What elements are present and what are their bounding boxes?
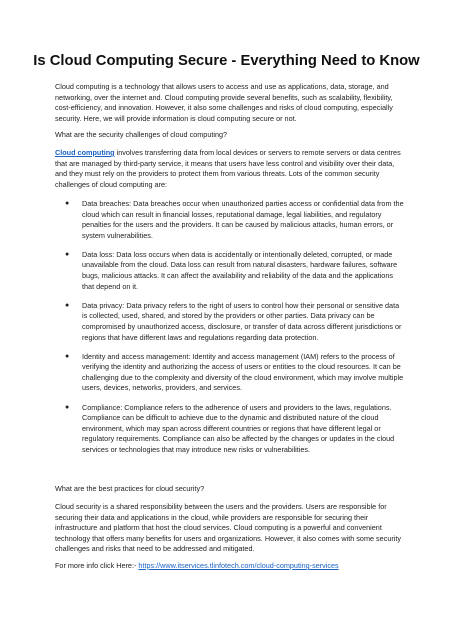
bullet-icon: ● (65, 200, 70, 207)
bullet-icon: ● (65, 352, 70, 360)
bullet-text-compliance: Compliance: Compliance refers to the adherence of users and providers to the laws, regulations. Compliance can be difficult to achieve due to the dynamic and distributed nature of the cloud environment, which may span across different countries or regions that have different legal or regulatory requirements. Compliance can also be affected by the changes or updates in the cloud services or technologies that may introduce new risks or vulnerabilities. (82, 402, 395, 454)
cloud-computing-link[interactable]: Cloud computing (55, 148, 115, 157)
list-item (55, 301, 405, 343)
more-info-line (55, 561, 405, 572)
list-item (55, 403, 405, 456)
intro-paragraph: Cloud computing is a technology that allows users to access and use as applications, data, storage, and networking, over the internet and. Cloud computing provide several benefits, such as scalability, flexibility, cost-efficiency, and innovation. However, it also some challenges and risks of cloud computing, especially security. Here, we will provide information is cloud computing secure or not. (55, 82, 393, 123)
cloud-computing-paragraph-text: involves transferring data from local devices or servers to remote servers or data centres that are managed by third-party service, it means that users have less control and visibility over their data, and they must rely on the providers to protect them from various threats. Lots of the common security challenges of cloud computing are: (55, 148, 401, 189)
document-title: Is Cloud Computing Secure - Everything Need to Know (33, 53, 420, 69)
cloud-security-paragraph: Cloud security is a shared responsibility between the users and the providers. Users are responsible for securing their data and applications in the cloud, while providers are responsible for securing their infrastructure and platform that host the cloud services. Cloud computing is a powerful and convenient technology that offers many benefits for users and organizations. However, it also comes with some security challenges and risks that need to be addressed and mitigated. (55, 502, 402, 554)
list-item (55, 352, 405, 394)
bullet-text-identity-access: Identity and access management: Identity and access management (IAM) refers to the process of verifying the identity and authorizing the access of users or entities to the cloud resources. It can be challenging due to the complexity and diversity of the cloud environment, which may involve multiple users, devices, networks, providers, and services. (82, 351, 404, 393)
more-info-label: For more info click Here:- (55, 561, 139, 570)
more-info-link[interactable]: https://www.itservices.tlinfotech.com/cloud-computing-services (138, 561, 339, 570)
bullet-icon: ● (65, 301, 70, 309)
cloud-computing-paragraph (55, 148, 405, 190)
list-item (55, 250, 405, 292)
bullet-text-data-breaches: Data breaches: Data breaches occur when unauthorized parties access or confidential data from the cloud which can result in financial losses, reputational damage, legal liabilities, and regulatory penalties for the users and the providers. It can be caused by malicious attacks, human errors, or system vulnerabilities. (82, 199, 404, 240)
question-security-challenges: What are the security challenges of cloud computing? (55, 130, 228, 139)
bullet-text-data-loss: Data loss: Data loss occurs when data is accidentally or intentionally deleted, corrupted, or made unavailable from the cloud. Data loss can result from natural disasters, hardware failures, software bugs, malicious attacks. It can affect the availability and reliability of the data and the applications that depend on it. (82, 249, 398, 291)
bullet-icon: ● (65, 250, 70, 258)
question-best-practices: What are the best practices for cloud security? (55, 484, 205, 493)
list-item (55, 199, 405, 241)
security-challenges-list (55, 199, 405, 464)
bullet-icon: ● (65, 403, 70, 411)
bullet-text-data-privacy: Data privacy: Data privacy refers to the right of users to control how their personal or sensitive data is collected, used, shared, and stored by the providers or other parties. Data privacy can be compromised by unauthorized access, disclosure, or transfer of data across different jurisdictions or regions that have different laws and regulations regarding data protection. (82, 300, 402, 342)
